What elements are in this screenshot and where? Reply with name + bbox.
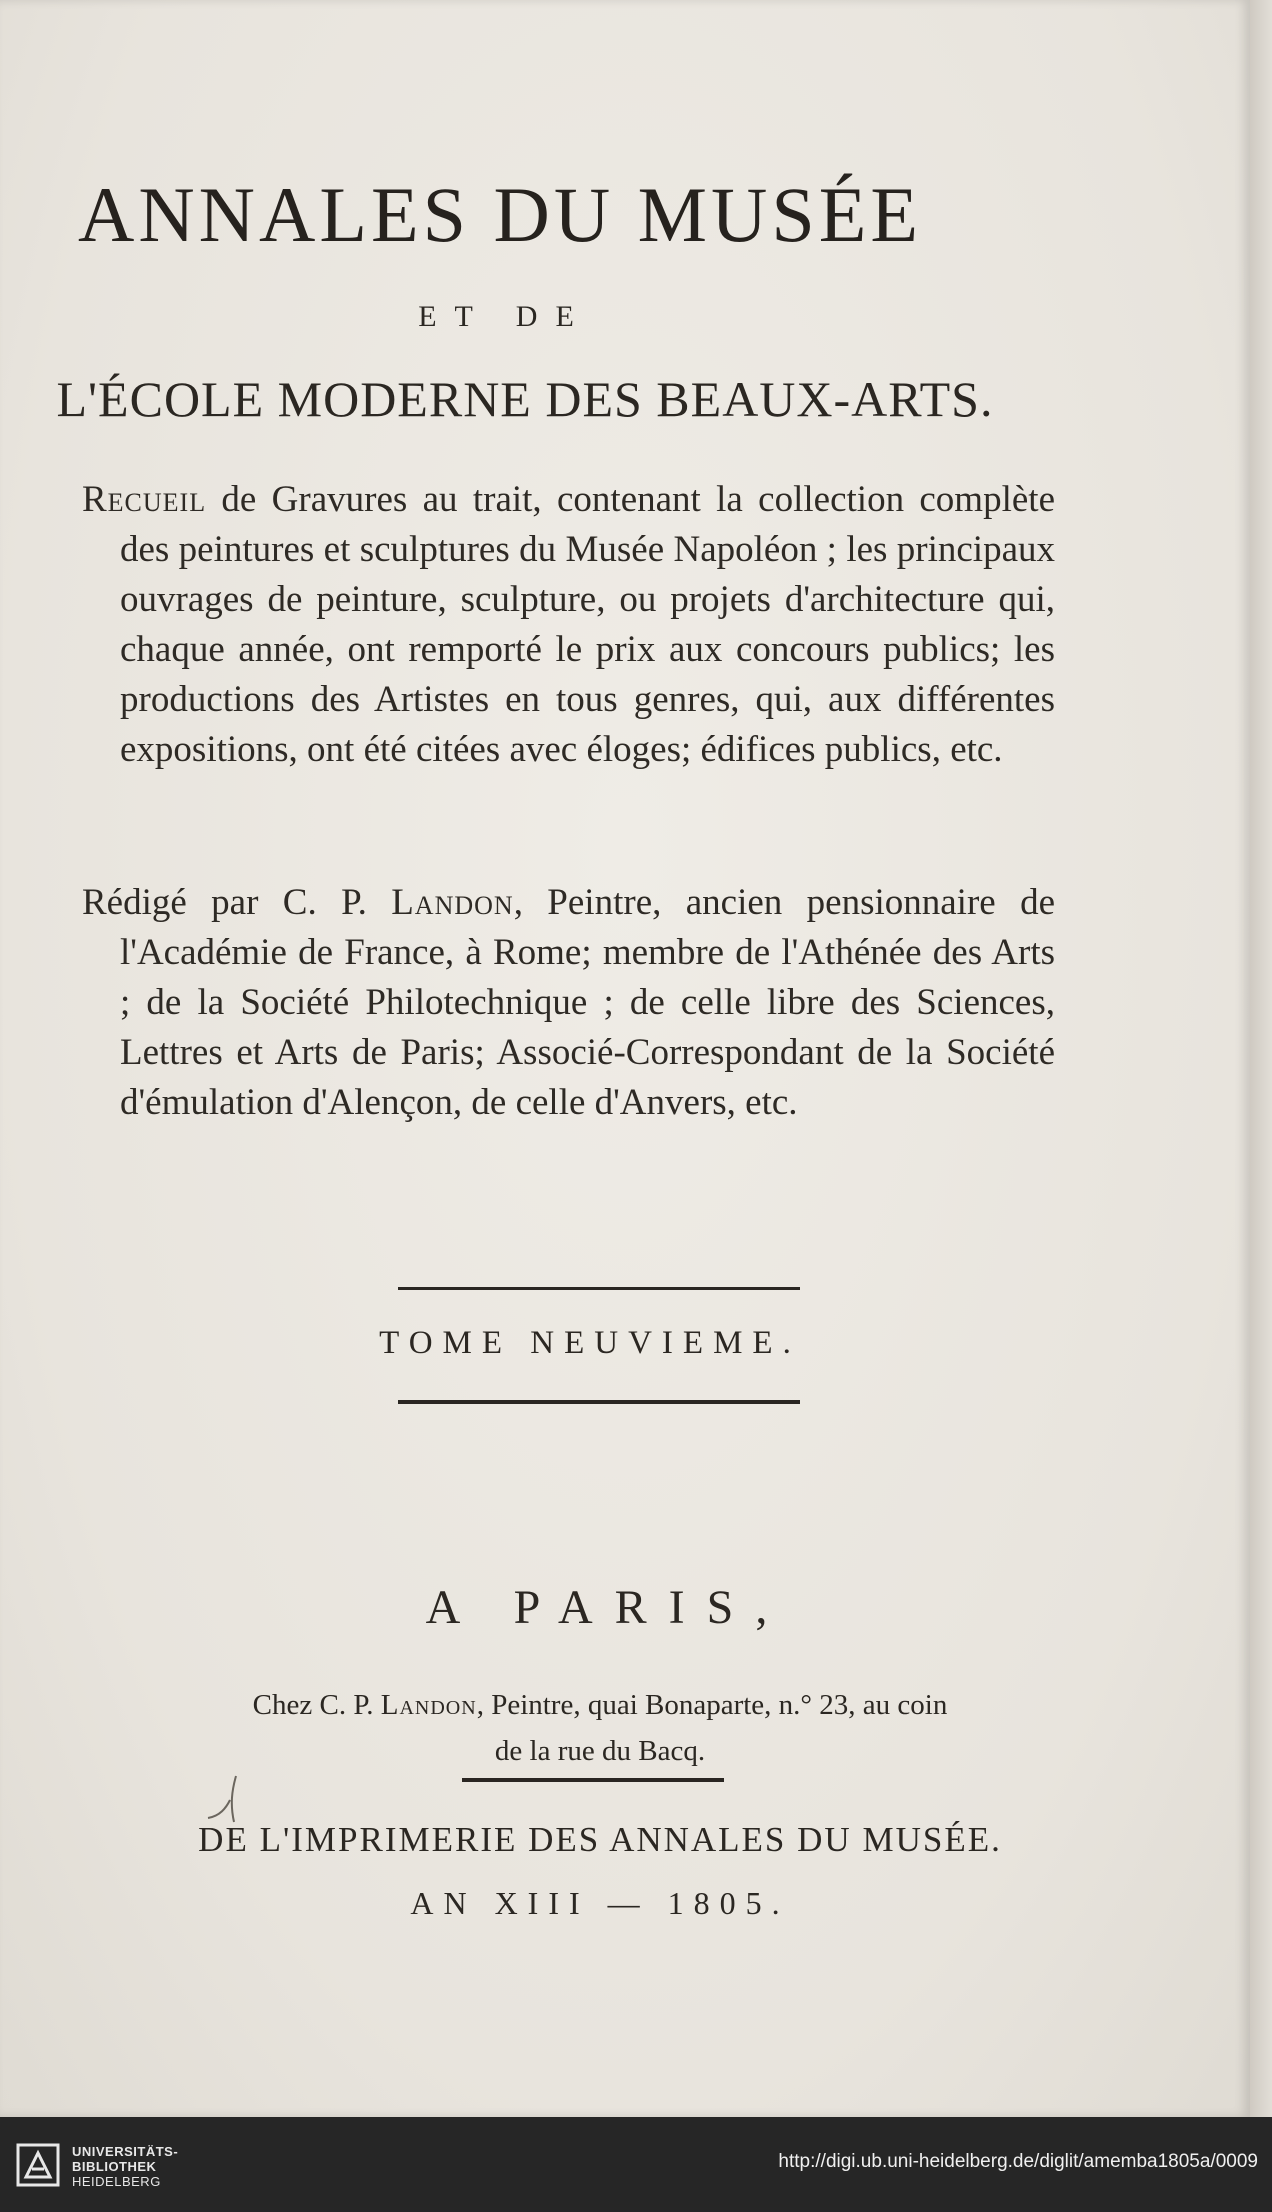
divider-imprint [462, 1778, 724, 1782]
recueil-text: de Gravures au trait, contenant la collection complète des peintures et sculptures du Musée Napoléon ; les principaux ouvrages de peinture, sculpture, ou projets d'architecture qui, chaque année, ont remporté le prix aux concours publics; les productions des Artistes en tous genres, qui, aux différentes expositions, ont été citées avec éloges; édifices publics, etc. [120, 479, 1055, 770]
publisher-address-line1: Chez C. P. Landon, Peintre, quai Bonaparte, n.° 23, au coin [252, 1689, 948, 1721]
redige-lead: Rédigé par C. P. [82, 882, 392, 923]
publisher-name: Landon [380, 1689, 477, 1721]
library-footer-bar [0, 2117, 1272, 2212]
page-edge [1250, 0, 1272, 2117]
recueil-paragraph [82, 475, 1055, 775]
divider-top [398, 1287, 800, 1290]
library-name: UNIVERSITÄTS- BIBLIOTHEK HEIDELBERG [72, 2144, 179, 2189]
redige-author-name: Landon [391, 882, 514, 923]
publisher-address [0, 1682, 1200, 1774]
publication-city: A PARIS, [425, 1581, 790, 1634]
publication-date: AN XIII — 1805. [410, 1885, 790, 1921]
volume-label: TOME NEUVIEME. [379, 1325, 801, 1361]
redige-paragraph [82, 878, 1055, 1128]
title-connector: ET DE [418, 300, 592, 333]
permalink-url[interactable]: http://digi.ub.uni-heidelberg.de/diglit/amemba1805a/0009 [778, 2151, 1258, 2172]
book-title: ANNALES DU MUSÉE [78, 171, 922, 258]
publisher-address-line2: de la rue du Bacq. [494, 1735, 706, 1767]
printer-imprint: DE L'IMPRIMERIE DES ANNALES DU MUSÉE. [198, 1820, 1002, 1859]
recueil-lead-word: Recueil [82, 479, 207, 520]
university-library-logo-icon [14, 2141, 62, 2189]
book-subtitle: L'ÉCOLE MODERNE DES BEAUX-ARTS. [56, 371, 994, 427]
redige-text: , Peintre, ancien pensionnaire de l'Académie de France, à Rome; membre de l'Athénée des Arts ; de la Société Philotechnique ; de celle libre des Sciences, Lettres et Arts de Paris; Associé-Correspondant de la Société d'émulation d'Alençon, de celle d'Anvers, etc. [120, 882, 1055, 1123]
divider-bottom [398, 1400, 800, 1404]
